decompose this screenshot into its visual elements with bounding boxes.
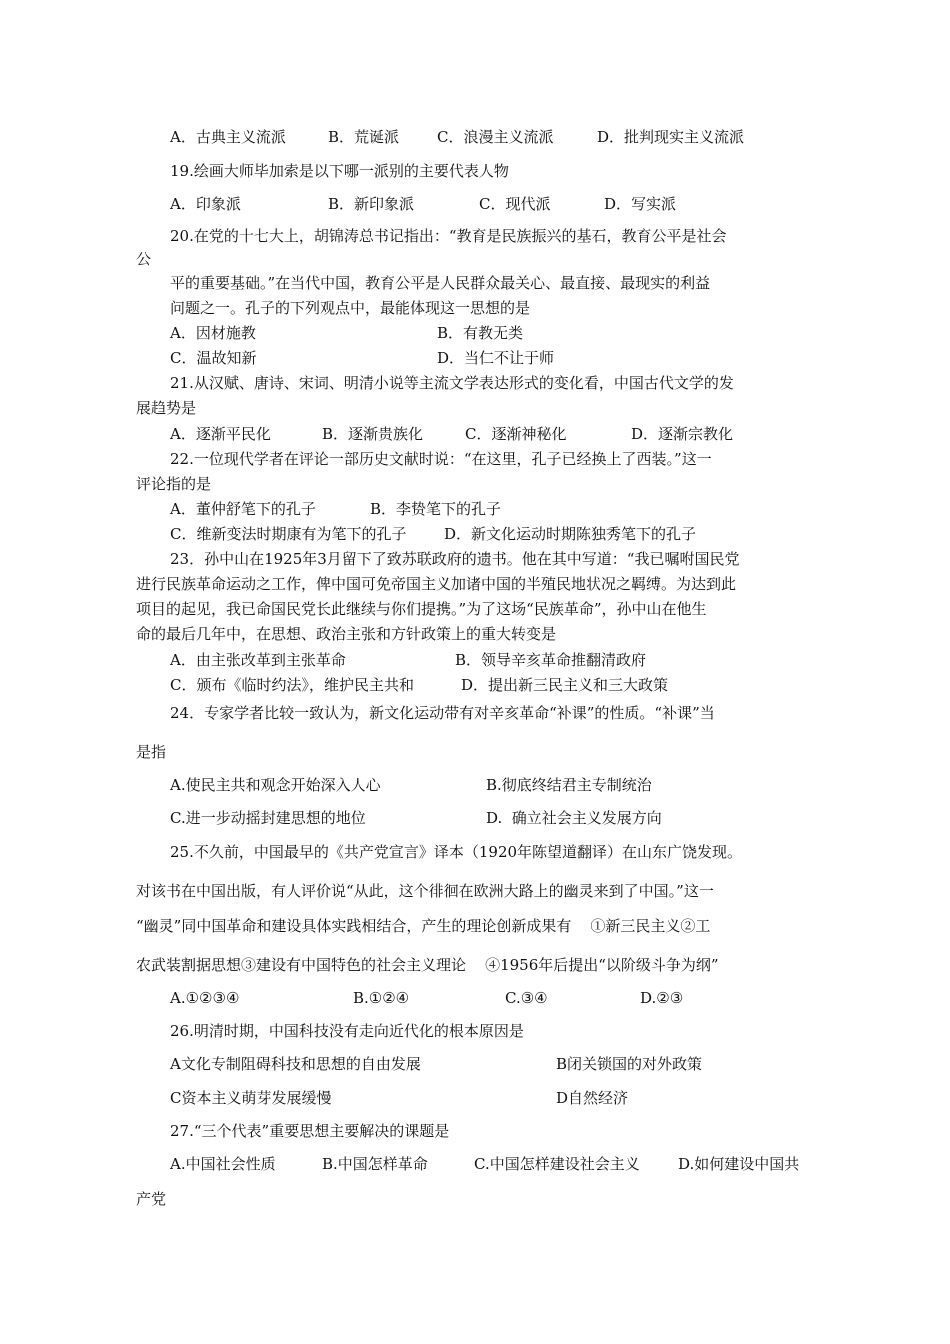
- answer-option: A.使民主共和观念开始深入人心: [170, 776, 381, 794]
- answer-option: B闭关锁国的对外政策: [556, 1055, 703, 1073]
- text-line: 平的重要基础。”在当代中国，教育公平是人民群众最关心、最直接、最现实的利益: [170, 274, 711, 292]
- answer-option: B.中国怎样革命: [322, 1155, 428, 1173]
- answer-option: D．提出新三民主义和三大政策: [461, 676, 669, 694]
- answer-option: C.③④: [505, 989, 548, 1007]
- answer-option: C资本主义萌芽发展缓慢: [170, 1089, 332, 1107]
- answer-option: D．当仁不让于师: [437, 349, 555, 367]
- answer-option: B.①②④: [353, 989, 410, 1007]
- answer-option: D．批判现实主义流派: [597, 128, 745, 146]
- text-line: 27.“三个代表”重要思想主要解决的课题是: [170, 1122, 450, 1140]
- text-line: 命的最后几年中，在思想、政治主张和方针政策上的重大转变是: [136, 625, 557, 643]
- answer-option: B．逐渐贵族化: [322, 425, 424, 443]
- answer-option: D．写实派: [604, 195, 677, 213]
- text-line: 是指: [136, 743, 167, 761]
- text-line: 评论指的是: [136, 475, 212, 493]
- answer-option: A.中国社会性质: [170, 1155, 276, 1173]
- text-line: 23．孙中山在1925年3月留下了致苏联政府的遗书。他在其中写道：“我已嘱咐国民党: [170, 550, 740, 568]
- text-line: 25.不久前，中国最早的《共产党宣言》译本（1920年陈望道翻译）在山东广饶发现。: [170, 843, 743, 861]
- answer-option: C．逐渐神秘化: [465, 425, 567, 443]
- text-line: 19.绘画大师毕加索是以下哪一派别的主要代表人物: [170, 162, 509, 180]
- answer-option: C．维新变法时期康有为笔下的孔子: [170, 525, 407, 543]
- answer-option: B.彻底终结君主专制统治: [486, 776, 652, 794]
- answer-option: A．古典主义流派: [170, 128, 286, 146]
- answer-option: D．逐渐宗教化: [631, 425, 734, 443]
- answer-option: D自然经济: [556, 1089, 629, 1107]
- answer-option: A．董仲舒笔下的孔子: [170, 500, 316, 518]
- text-line: 20.在党的十七大上，胡锦涛总书记指出：“教育是民族振兴的基石，教育公平是社会: [170, 227, 727, 245]
- answer-option: B．荒诞派: [328, 128, 400, 146]
- answer-option: B．新印象派: [328, 195, 415, 213]
- answer-option: C．浪漫主义流派: [437, 128, 554, 146]
- answer-option: C．颁布《临时约法》，维护民主共和: [170, 676, 414, 694]
- text-line: 22.一位现代学者在评论一部历史文献时说：“在这里，孔子已经换上了西装。”这一: [170, 450, 712, 468]
- answer-option: A.①②③④: [170, 989, 240, 1007]
- answer-option: A．因材施教: [170, 324, 256, 342]
- answer-option: D．新文化运动时期陈独秀笔下的孔子: [444, 525, 697, 543]
- text-line: 21.从汉赋、唐诗、宋词、明清小说等主流文学表达形式的变化看，中国古代文学的发: [170, 374, 734, 392]
- answer-option: C.中国怎样建设社会主义: [474, 1155, 640, 1173]
- text-line: 进行民族革命运动之工作，俾中国可免帝国主义加诸中国的半殖民地状况之羁缚。为达到此: [136, 575, 737, 593]
- answer-option: C.进一步动摇封建思想的地位: [170, 809, 366, 827]
- answer-option: B．有教无类: [437, 324, 524, 342]
- text-line: 展趋势是: [136, 399, 197, 417]
- answer-option: D. 确立社会主义发展方向: [486, 809, 662, 827]
- answer-option: B．李贽笔下的孔子: [370, 500, 502, 518]
- answer-option: A．逐渐平民化: [170, 425, 271, 443]
- answer-option: D.②③: [640, 989, 684, 1007]
- answer-option: A文化专制阻碍科技和思想的自由发展: [170, 1055, 421, 1073]
- text-line: 26.明清时期，中国科技没有走向近代化的根本原因是: [170, 1022, 524, 1040]
- answer-option: B．领导辛亥革命推翻清政府: [455, 651, 647, 669]
- text-line: 项目的起见，我已命国民党长此继续与你们提携。”为了这场“民族革命”，孙中山在他生: [136, 600, 707, 618]
- text-line: 公: [136, 250, 152, 268]
- answer-option: A．由主张改革到主张革命: [170, 651, 346, 669]
- answer-option: C．现代派: [479, 195, 551, 213]
- text-line: 产党: [136, 1190, 167, 1208]
- text-line: 24．专家学者比较一致认为，新文化运动带有对辛亥革命“补课”的性质。“补课”当: [170, 704, 715, 722]
- answer-option: C．温故知新: [170, 349, 257, 367]
- text-line: “幽灵”同中国革命和建设具体实践相结合，产生的理论创新成果有 ①新三民主义②工: [136, 917, 711, 935]
- answer-option: A．印象派: [170, 195, 241, 213]
- text-line: 问题之一。孔子的下列观点中，最能体现这一思想的是: [170, 299, 531, 317]
- answer-option: D.如何建设中国共: [678, 1155, 800, 1173]
- text-line: 对该书在中国出版，有人评价说“从此，这个徘徊在欧洲大路上的幽灵来到了中国。”这一: [136, 882, 714, 900]
- text-line: 农武装割据思想③建设有中国特色的社会主义理论 ④1956年后提出“以阶级斗争为纲”: [136, 956, 719, 974]
